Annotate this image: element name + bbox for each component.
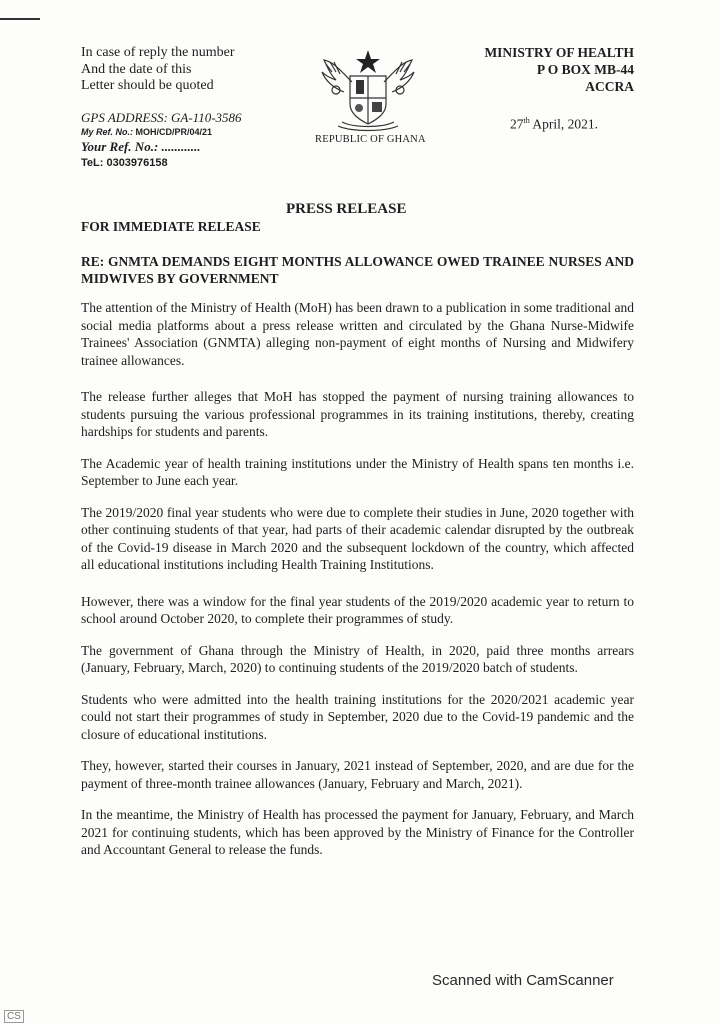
camscanner-logo: CS bbox=[4, 1010, 24, 1023]
reply-note-line: Letter should be quoted bbox=[81, 78, 214, 93]
body-paragraph: They, however, started their courses in January, 2021 instead of September, 2020, and are due for the payment of three-month trainee allowances (January, February and March, 2021). bbox=[81, 758, 634, 791]
scanner-watermark: Scanned with CamScanner bbox=[432, 972, 614, 989]
ministry-address bbox=[484, 44, 634, 95]
letter-date bbox=[510, 116, 598, 133]
subject-line: RE: GNMTA DEMANDS EIGHT MONTHS ALLOWANCE OWED TRAINEE NURSES AND MIDWIVES BY GOVERNMENT bbox=[81, 254, 634, 286]
reply-note-line: In case of reply the number bbox=[81, 45, 235, 60]
my-ref-label: My Ref. No.: bbox=[81, 127, 134, 137]
body-paragraph: Students who were admitted into the health training institutions for the 2020/2021 academic year could not start their programmes of study in September, 2020 due to the Covid-19 pandemic and the closure of educational institutions. bbox=[81, 691, 634, 742]
body-paragraph: The release further alleges that MoH has stopped the payment of nursing training allowances to students pursuing the various professional programmes in its training institutions, thereby, creating hardships for students and parents. bbox=[81, 389, 634, 439]
body-paragraph: The 2019/2020 final year students who were due to complete their studies in June, 2020 together with other continuing students of that year, had parts of their academic calendar disrupted by the outbreak of the Covid-19 disease in March 2020 and the subsequent lockdown of the country, which affected all educational institutions including Health Training Institutions. bbox=[81, 504, 634, 572]
your-reference: Your Ref. No.: ............ bbox=[81, 139, 201, 154]
document-heading: PRESS RELEASE bbox=[286, 201, 407, 217]
gps-address: GPS ADDRESS: GA-110-3586 bbox=[81, 110, 242, 125]
my-ref-value: MOH/CD/PR/04/21 bbox=[135, 127, 213, 137]
date-day: 27 bbox=[510, 116, 524, 132]
body-paragraph: However, there was a window for the final year students of the 2019/2020 academic year to return to school around October 2020, to complete their programmes of study. bbox=[81, 593, 634, 626]
scan-corner-mark bbox=[0, 18, 40, 20]
letter-body bbox=[81, 299, 634, 873]
date-rest: April, 2021. bbox=[529, 116, 598, 132]
ministry-pobox: P O BOX MB-44 bbox=[536, 62, 634, 77]
crest-caption: REPUBLIC OF GHANA bbox=[315, 134, 426, 145]
ministry-city: ACCRA bbox=[585, 79, 634, 94]
my-reference bbox=[81, 127, 212, 137]
body-paragraph: The Academic year of health training institutions under the Ministry of Health spans ten months i.e. September to June each year. bbox=[81, 455, 634, 488]
ministry-name: MINISTRY OF HEALTH bbox=[484, 45, 634, 60]
ghana-coat-of-arms bbox=[312, 42, 424, 134]
release-line: FOR IMMEDIATE RELEASE bbox=[81, 219, 261, 234]
body-paragraph: In the meantime, the Ministry of Health has processed the payment for January, February, and March 2021 for continuing students, which has been approved by the Ministry of Finance for the Controller and Accountant General to release the funds. bbox=[81, 807, 634, 857]
reply-note-line: And the date of this bbox=[81, 61, 192, 77]
date-suffix: th bbox=[523, 116, 530, 125]
body-paragraph: The attention of the Ministry of Health (MoH) has been drawn to a publication in some traditional and social media platforms about a press release written and circulated by the Ghana Nurse-Midwife Trainees' Association (GNMTA) alleging non-payment of eight months of Nursing and Midwifery trainee allowances. bbox=[81, 300, 634, 368]
body-paragraph: The government of Ghana through the Ministry of Health, in 2020, paid three months arrears (January, February, March, 2020) to continuing students of the 2019/2020 batch of students. bbox=[81, 642, 634, 675]
reply-note bbox=[81, 45, 235, 95]
telephone: TeL: 0303976158 bbox=[81, 157, 168, 169]
